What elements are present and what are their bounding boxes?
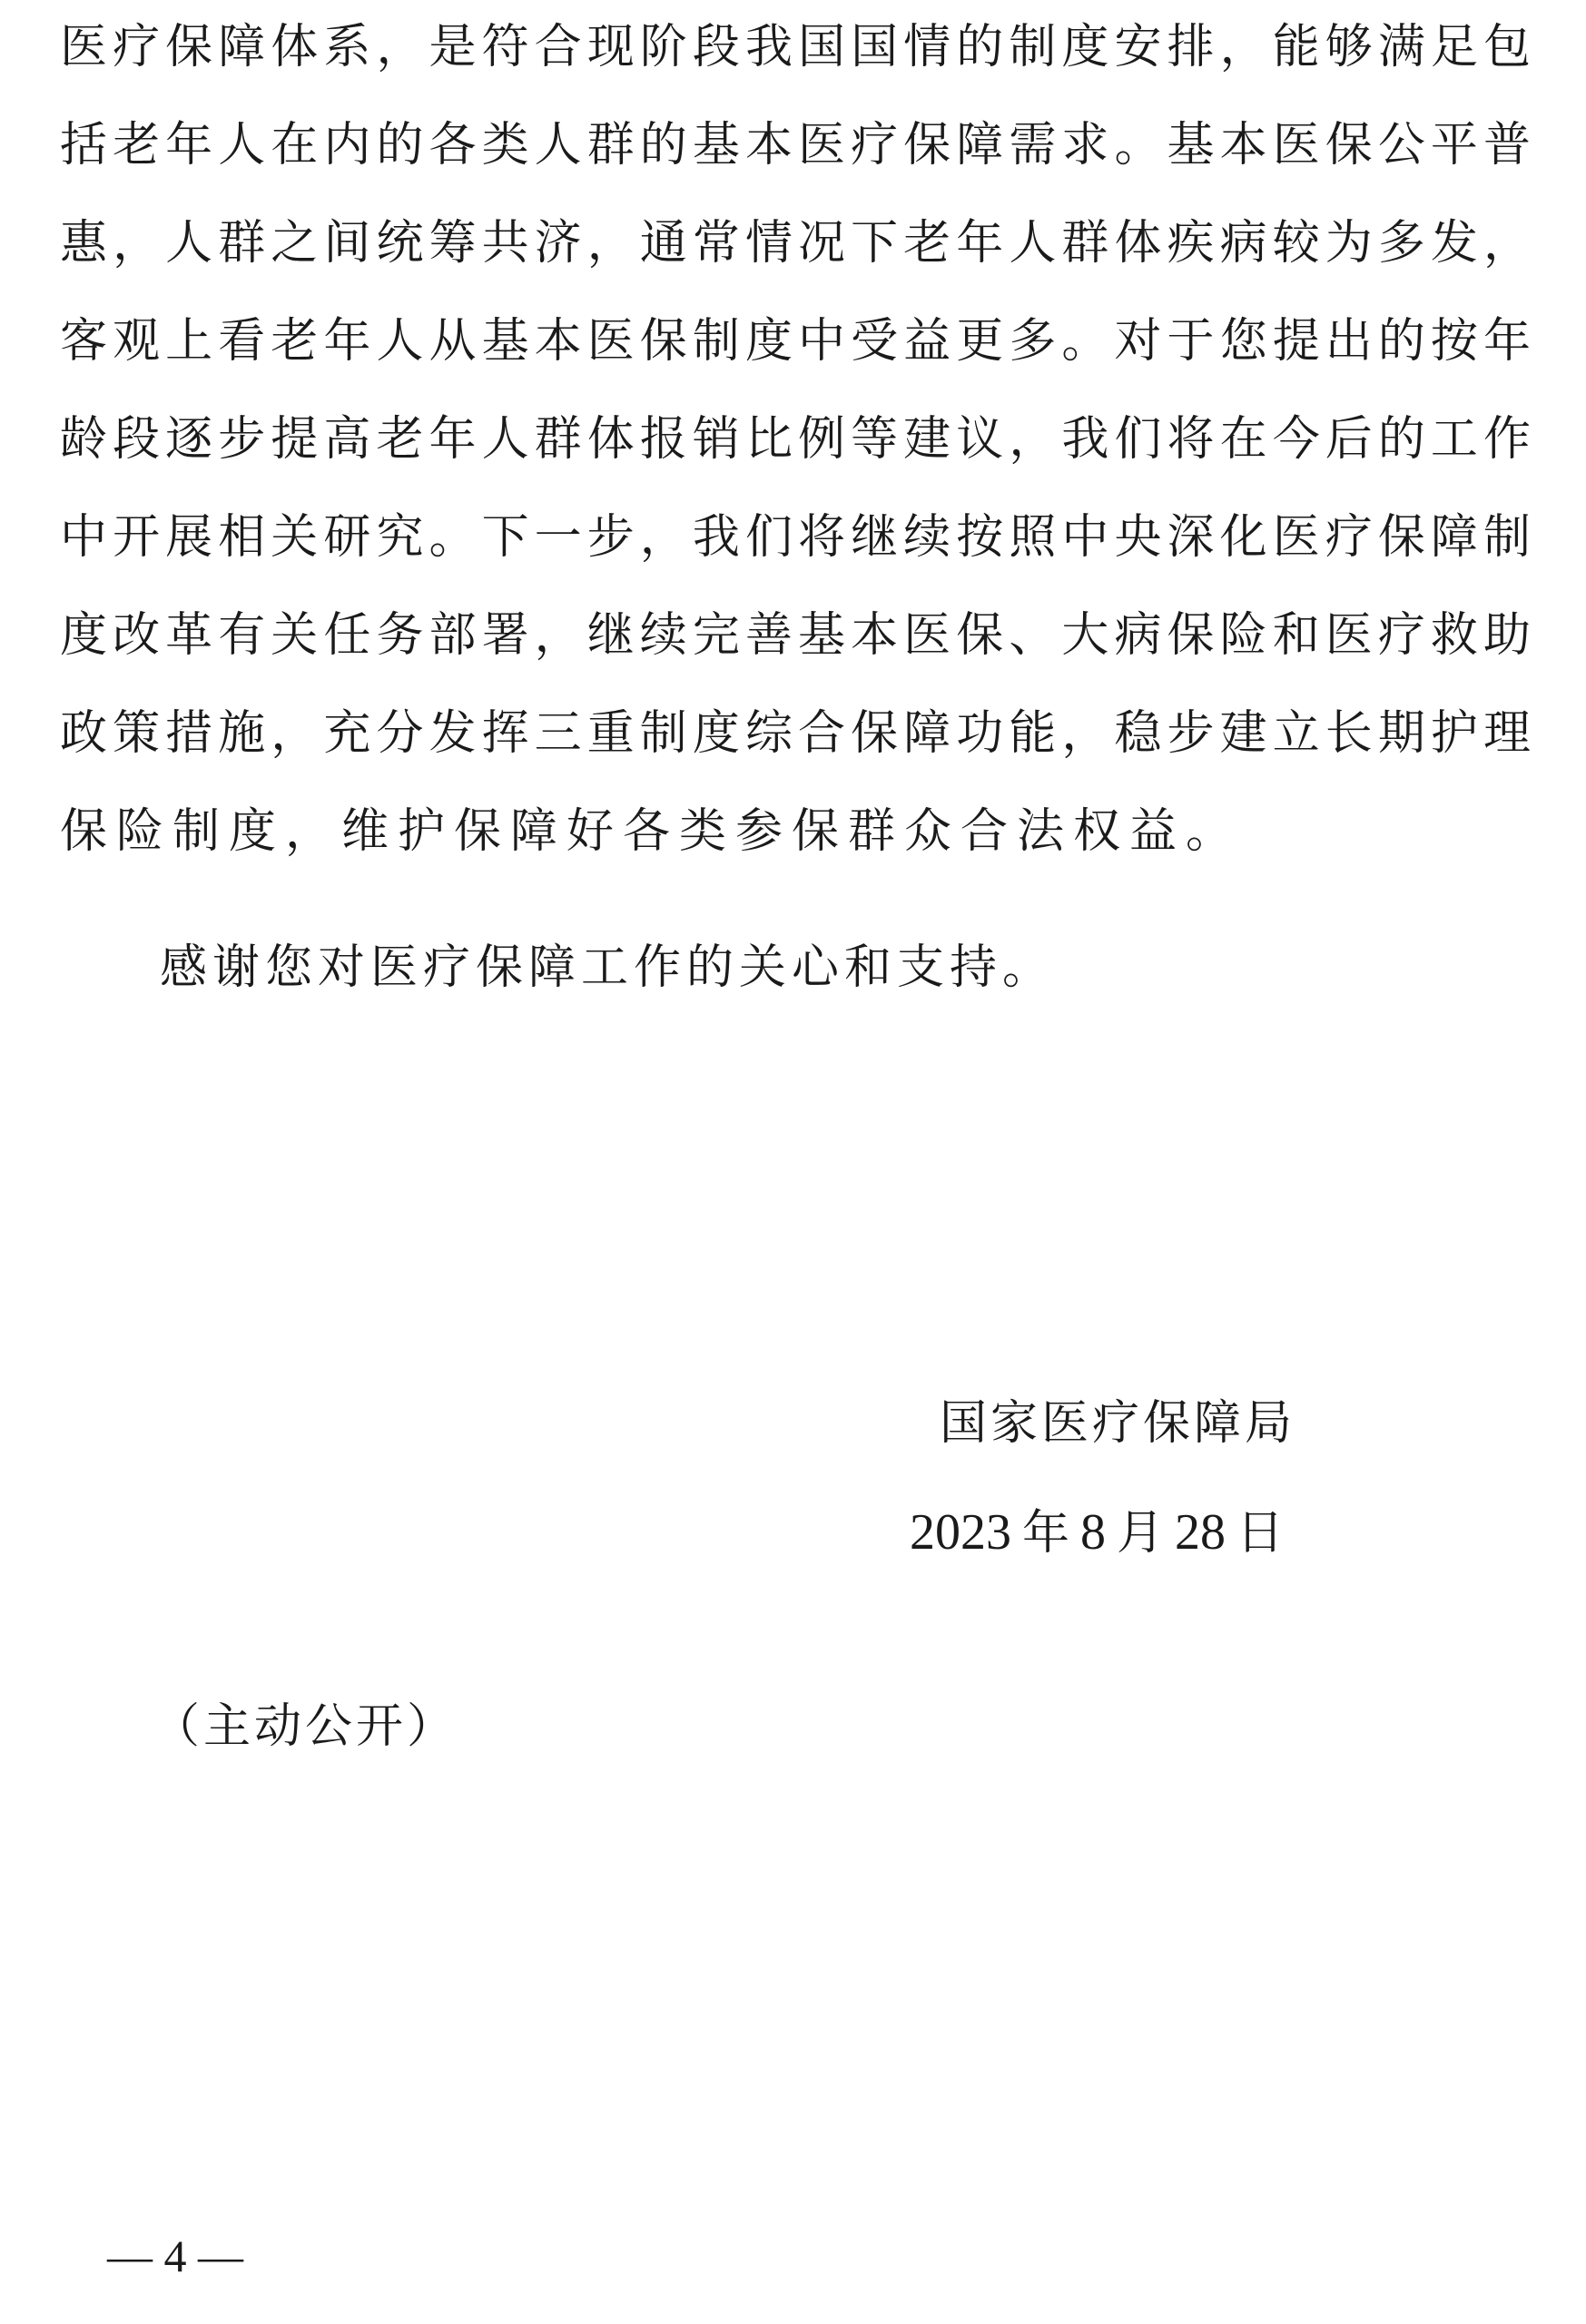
issue-date (910, 1496, 1295, 1570)
body-text-line: 龄段逐步提高老年人群体报销比例等建议，我们将在今后的工作 (60, 412, 1531, 467)
date-year: 2023 (910, 1504, 1011, 1561)
date-day-unit: 日 (1236, 1506, 1285, 1561)
issuing-authority: 国家医疗保障局 (940, 1396, 1296, 1451)
date-day: 28 (1175, 1504, 1226, 1561)
body-text-line: 括老年人在内的各类人群的基本医疗保障需求。基本医保公平普 (60, 118, 1531, 172)
date-month: 8 (1080, 1504, 1107, 1561)
body-text-line: 客观上看老年人从基本医保制度中受益更多。对于您提出的按年 (60, 314, 1531, 369)
body-text-line: 政策措施，充分发挥三重制度综合保障功能，稳步建立长期护理 (60, 706, 1531, 761)
body-text-line: 保险制度，维护保障好各类参保群众合法权益。 (60, 804, 1243, 859)
page-number: — 4 — (107, 2230, 243, 2281)
body-text-line: 中开展相关研究。下一步，我们将继续按照中央深化医疗保障制 (60, 510, 1531, 565)
disclosure-status: （主动公开） (153, 1699, 458, 1754)
date-month-unit: 月 (1117, 1506, 1165, 1561)
body-text-line: 医疗保障体系，是符合现阶段我国国情的制度安排，能够满足包 (60, 20, 1531, 74)
body-text-line: 惠，人群之间统筹共济，通常情况下老年人群体疾病较为多发， (60, 216, 1531, 271)
body-text-line: 度改革有关任务部署，继续完善基本医保、大病保险和医疗救助 (60, 608, 1531, 663)
closing-remark: 感谢您对医疗保障工作的关心和支持。 (160, 940, 1056, 995)
date-year-unit: 年 (1022, 1506, 1070, 1561)
